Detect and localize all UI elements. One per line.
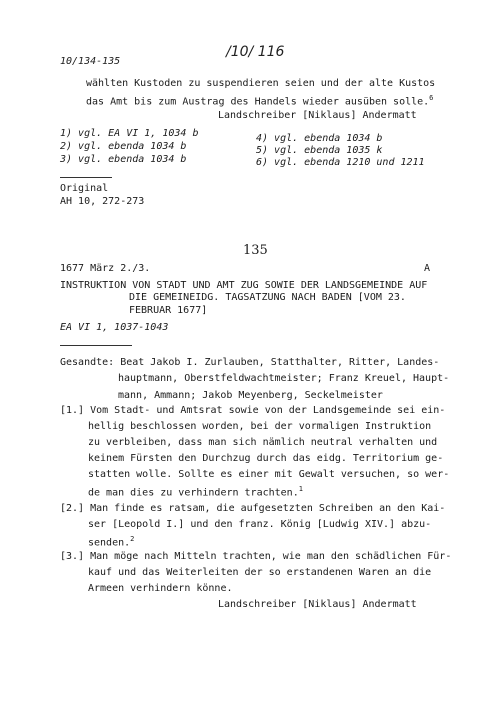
source-reference: AH 10, 272-273 [60,196,145,207]
footnote: 6) vgl. ebenda 1210 und 1211 [256,157,425,168]
handwritten-page-number: /10/ 116 [226,44,285,60]
paragraph-line: hellig beschlossen worden, bei der vormaligen Instruktion [88,421,432,432]
footnote: 5) vgl. ebenda 1035 k [256,145,383,156]
envoys-line: mann, Ammann; Jakob Meyenberg, Seckelmeister [118,390,383,401]
paragraph-line: keinem Fürsten den Durchzug durch das eidg. Territorium ge- [88,453,444,464]
footnote-marker: 2 [130,535,135,543]
paragraph-line: statten wolle. Sollte es einer mit Gewalt versuchen, so wer- [88,469,450,480]
footnote: 2) vgl. ebenda 1034 b [60,141,187,152]
footnote-marker: 6 [429,94,434,102]
divider [60,345,132,346]
paragraph-line: [3.] Man möge nach Mitteln trachten, wie man den schädlichen Für- [60,551,452,562]
divider [60,177,112,178]
paragraph-line: [1.] Vom Stadt- und Amtsrat sowie von der Landsgemeinde sei ein- [60,405,446,416]
paragraph-line: senden.$^2$ [88,535,135,549]
text-line: das Amt bis zum Austrag des Handels wieder ausüben solle.$^6$ [86,94,434,108]
paragraph-line: kauf und das Weiterleiten der so erstandenen Waren an die [88,567,432,578]
document-reference: EA VI 1, 1037-1043 [60,322,169,333]
document-date: 1677 März 2./3. [60,263,151,274]
paragraph-line: zu verbleiben, dass man sich nämlich neutral verhalten und [88,437,438,448]
paragraph-line: de man dies zu verhindern trachten.$^1$ [88,485,303,499]
footnote: 1) vgl. EA VI 1, 1034 b [60,128,199,139]
paragraph-line: ser [Leopold I.] und den franz. König [Ludwig XIV.] abzu- [88,519,432,530]
footnote: 4) vgl. ebenda 1034 b [256,133,383,144]
signature: Landschreiber [Niklaus] Andermatt [218,110,417,121]
envoys-line: hauptmann, Oberstfeldwachtmeister; Franz Kreuel, Haupt- [118,373,450,384]
footnote: 3) vgl. ebenda 1034 b [60,154,187,165]
signature: Landschreiber [Niklaus] Andermatt [218,599,417,610]
footnote-marker: 1 [298,485,303,493]
document-title: INSTRUKTION VON STADT UND AMT ZUG SOWIE DER LANDSGEMEINDE AUF [60,280,428,291]
document-title: FEBRUAR 1677] [129,305,208,316]
paragraph-line: Armeen verhindern könne. [88,583,233,594]
envoys-line: Gesandte: Beat Jakob I. Zurlauben, Statthalter, Ritter, Landes- [60,357,440,368]
document-title: DIE GEMEINEIDG. TAGSATZUNG NACH BADEN [VOM 23. [129,292,406,303]
paragraph-line: [2.] Man finde es ratsam, die aufgesetzten Schreiben an den Kai- [60,503,446,514]
source-label: Original [60,183,109,194]
text-line: wählten Kustoden zu suspendieren seien und der alte Kustos [86,78,436,89]
page-reference: 10/134-135 [60,56,121,67]
document-number: 135 [243,243,268,258]
document-letter: A [424,263,431,274]
